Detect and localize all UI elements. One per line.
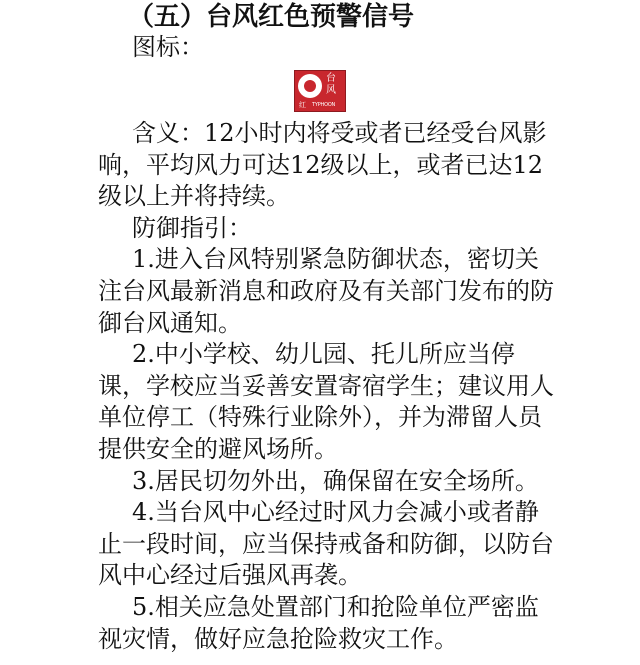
signal-char-feng: 风	[326, 85, 336, 96]
typhoon-red-signal-icon	[294, 70, 346, 112]
typhoon-swirl-icon	[298, 74, 322, 98]
signal-english-label: TYPHOON	[312, 102, 336, 108]
guide-title: 防御指引：	[132, 213, 252, 242]
icon-label: 图标：	[132, 33, 204, 61]
guide-item-5: 5.相关应急处置部门和抢险单位严密监视灾情，做好应急抢险救灾工作。	[98, 592, 539, 653]
guide-item-3: 3.居民切勿外出，确保留在安全场所。	[132, 466, 539, 495]
section-heading: （五）台风红色预警信号	[128, 2, 415, 32]
signal-char-tai: 台	[326, 73, 336, 84]
meaning-paragraph: 含义：12小时内将受或者已经受台风影响，平均风力可达12级以上，或者已达12级以上并将持续。	[98, 119, 547, 211]
body-text	[98, 118, 558, 655]
signal-char-hong: 红	[299, 101, 306, 109]
guide-item-1: 1.进入台风特别紧急防御状态，密切关注台风最新消息和政府及有关部门发布的防御台风通知。	[98, 245, 554, 337]
guide-item-2: 2.中小学校、幼儿园、托儿所应当停课，学校应当妥善安置寄宿学生；建议用人单位停工（特殊行业除外），并为滞留人员提供安全的避风场所。	[98, 340, 554, 463]
guide-item-4: 4.当台风中心经过时风力会减小或者静止一段时间，应当保持戒备和防御，以防台风中心经过后强风再袭。	[98, 498, 554, 590]
